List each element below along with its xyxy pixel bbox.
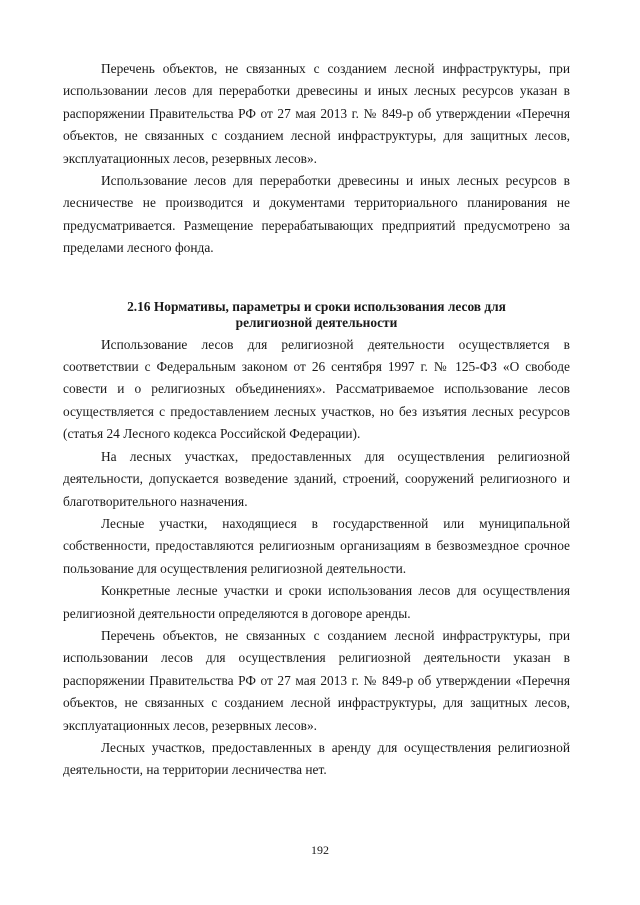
paragraph-processing-not-performed: Использование лесов для переработки древесины и иных лесных ресурсов в лесничестве не производится и документами территориального планирования не предусматривается. Размещение перерабатывающих предприятий предусмотрено за пределами лесного фонда.: [63, 173, 570, 256]
section-heading: [63, 299, 570, 331]
section-heading-line-2: религиозной деятельности: [235, 314, 398, 330]
page-number: 192: [311, 843, 329, 857]
paragraph-religious-use-law: Использование лесов для религиозной деятельности осуществляется в соответствии с Федеральным законом от 26 сентября 1997 г. № 125-ФЗ «О свободе совести и о религиозных объединениях». Рассматриваемое использование лесов осуществляется с предоставлением лесных участков, но без изъятия лесных ресурсов (статья 24 Лесного кодекса Российской Федерации).: [63, 336, 570, 442]
paragraph-free-use: Лесные участки, находящиеся в государственной или муниципальной собственности, предоставляются религиозным организациям в безвозмездное срочное пользование для осуществления религиозной деятельности.: [63, 515, 570, 576]
paragraph-religious-buildings: На лесных участках, предоставленных для осуществления религиозной деятельности, допускается возведение зданий, строений, сооружений религиозного и благотворительного назначения.: [63, 448, 570, 509]
paragraph-objects-list-religious: Перечень объектов, не связанных с созданием лесной инфраструктуры, при использовании лесов для осуществления религиозной деятельности указан в распоряжении Правительства РФ от 27 мая 2013 г. № 849-р об утверждении «Перечня объектов, не связанных с созданием лесной инфраструктуры, для защитных лесов, эксплуатационных лесов, резервных лесов».: [63, 627, 570, 733]
paragraph-no-leased-plots: Лесных участков, предоставленных в аренду для осуществления религиозной деятельности, на территории лесничества нет.: [63, 739, 570, 778]
paragraph-objects-list-processing: Перечень объектов, не связанных с созданием лесной инфраструктуры, при использовании лесов для переработки древесины и иных лесных ресурсов указан в распоряжении Правительства РФ от 27 мая 2013 г. № 849-р об утверждении «Перечня объектов, не связанных с созданием лесной инфраструктуры, для защитных лесов, эксплуатационных лесов, резервных лесов».: [63, 61, 570, 166]
document-page: [63, 58, 570, 782]
section-heading-line-1: 2.16 Нормативы, параметры и сроки использования лесов для: [127, 298, 506, 314]
paragraph-lease-contract: Конкретные лесные участки и сроки использования лесов для осуществления религиозной деятельности определяются в договоре аренды.: [63, 583, 570, 621]
